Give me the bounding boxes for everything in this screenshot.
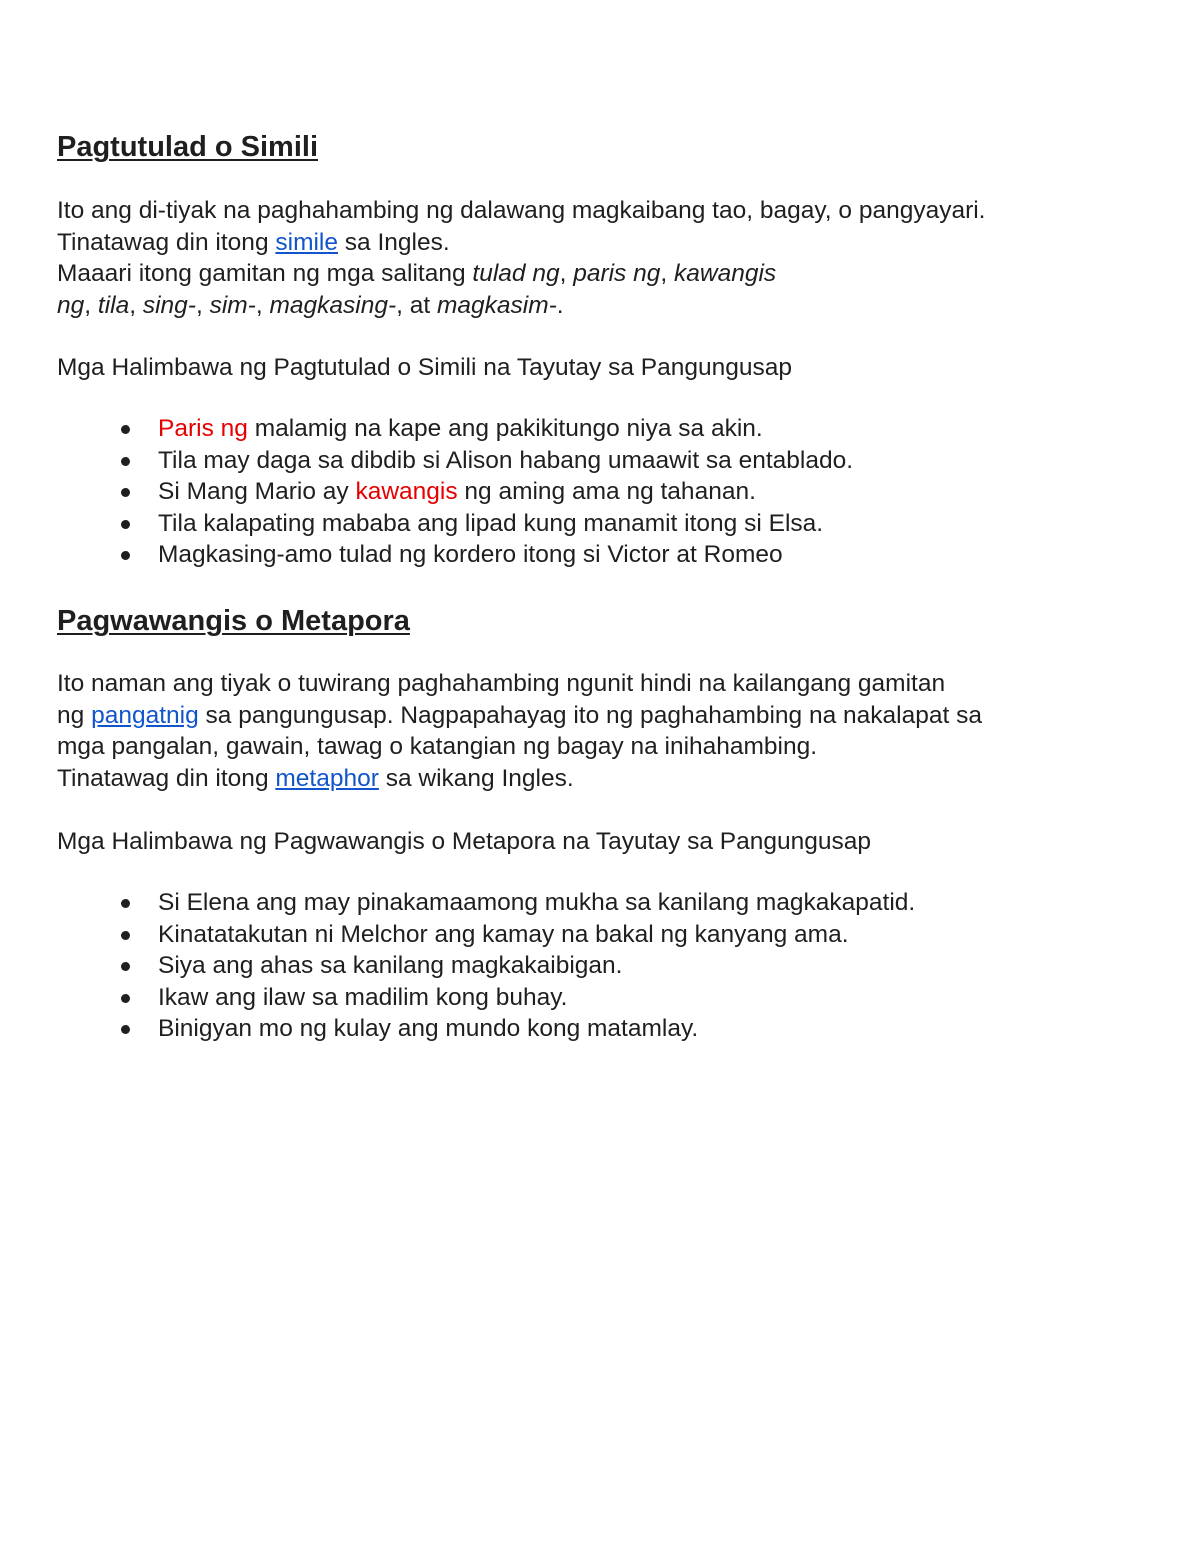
keyword-kawangis: kawangis [674, 260, 777, 287]
keyword-magkasim: magkasim- [436, 291, 557, 319]
list-item [57, 919, 915, 951]
keyword-kawangis-ng: ng [57, 291, 85, 319]
text-fragment: Tinatawag din itong [57, 764, 276, 792]
pangatnig-link[interactable]: pangatnig [91, 701, 199, 729]
bullet-icon [121, 457, 130, 466]
text-fragment: ng aming ama ng tahanan. [457, 478, 756, 505]
metapora-intro-line-4 [57, 763, 982, 795]
bullet-icon [121, 520, 130, 529]
highlight-paris-ng: Paris ng [158, 415, 248, 442]
text-fragment: Tila may daga sa dibdib si Alison habang umaawit sa entablado. [158, 446, 854, 474]
metaphor-link[interactable]: metaphor [275, 764, 379, 792]
metapora-intro-line-3: mga pangalan, gawain, tawag o katangian ng bagay na inihahambing. [57, 733, 818, 760]
bullet-icon [121, 425, 130, 434]
text-fragment: Magkasing-amo tulad ng kordero itong si Victor at Romeo [158, 541, 783, 568]
text-fragment: , [255, 291, 270, 319]
keyword-magkasing: magkasing- [269, 291, 397, 319]
section-title-metapora: Pagwawangis o Metapora [57, 605, 410, 637]
list-item [57, 950, 915, 982]
keyword-paris-ng: paris ng [573, 260, 661, 287]
metapora-intro-line-2 [57, 700, 982, 732]
bullet-icon [121, 488, 130, 497]
text-fragment: Tinatawag din itong [57, 228, 276, 256]
text-fragment: , [129, 291, 143, 319]
text-fragment: malamig na kape ang pakikitungo niya sa akin. [247, 415, 763, 442]
list-item [57, 445, 853, 477]
bullet-icon [121, 899, 130, 908]
text-fragment: ng [57, 701, 92, 729]
list-item [57, 508, 853, 540]
metapora-examples-list [57, 887, 915, 1045]
metapora-intro-line-1: Ito naman ang tiyak o tuwirang paghahambing ngunit hindi na kailangang gamitan [57, 670, 946, 697]
text-fragment: sa wikang Ingles. [378, 764, 574, 792]
text-fragment: Ikaw ang ilaw sa madilim kong buhay. [158, 983, 568, 1011]
text-fragment: Kinatatakutan ni Melchor ang kamay na bakal ng kanyang ama. [158, 920, 849, 948]
text-fragment: , at [396, 291, 437, 319]
simili-examples-list [57, 413, 853, 571]
simile-link[interactable]: simile [275, 228, 338, 256]
text-fragment: Maaari itong gamitan ng mga salitang [57, 260, 473, 287]
text-fragment: sa Ingles. [338, 228, 450, 256]
keyword-sim: sim- [209, 291, 256, 319]
metapora-intro [57, 668, 982, 794]
simili-intro [57, 195, 985, 321]
bullet-icon [121, 1025, 130, 1034]
text-fragment: Siya ang ahas sa kanilang magkakaibigan. [158, 952, 623, 979]
text-fragment: , [195, 291, 210, 319]
simili-intro-line-1: Ito ang di-tiyak na paghahambing ng dalawang magkaibang tao, bagay, o pangyayari. [57, 197, 986, 224]
list-item [57, 476, 853, 508]
list-item [57, 539, 853, 571]
bullet-icon [121, 994, 130, 1003]
simili-intro-line-3 [57, 258, 985, 290]
bullet-icon [121, 962, 130, 971]
text-fragment: . [556, 291, 564, 319]
text-fragment: Si Elena ang may pinakamaamong mukha sa kanilang magkakapatid. [158, 889, 916, 916]
simili-intro-line-2 [57, 227, 985, 259]
keyword-sing: sing- [142, 291, 196, 319]
simili-intro-line-4 [57, 290, 985, 322]
text-fragment: Tila kalapating mababa ang lipad kung manamit itong si Elsa. [158, 509, 824, 537]
list-item [57, 982, 915, 1014]
section-title-simili: Pagtutulad o Simili [57, 131, 319, 163]
simili-examples-heading: Mga Halimbawa ng Pagtutulad o Simili na Tayutay sa Pangungusap [57, 354, 792, 381]
bullet-icon [121, 551, 130, 560]
text-fragment: , [660, 260, 674, 287]
list-item [57, 887, 915, 919]
metapora-examples-heading: Mga Halimbawa ng Pagwawangis o Metapora na Tayutay sa Pangungusap [57, 828, 872, 855]
text-fragment: Si Mang Mario ay [158, 478, 356, 505]
keyword-tulad-ng: tulad ng [472, 260, 560, 287]
bullet-icon [121, 931, 130, 940]
text-fragment: Binigyan mo ng kulay ang mundo kong matamlay. [158, 1015, 699, 1042]
keyword-tila: tila [97, 291, 130, 319]
text-fragment: , [559, 260, 574, 287]
list-item [57, 413, 853, 445]
text-fragment: , [84, 291, 98, 319]
highlight-kawangis: kawangis [355, 478, 458, 505]
text-fragment: sa pangungusap. Nagpapahayag ito ng paghahambing na nakalapat sa [198, 701, 982, 729]
list-item [57, 1013, 915, 1045]
